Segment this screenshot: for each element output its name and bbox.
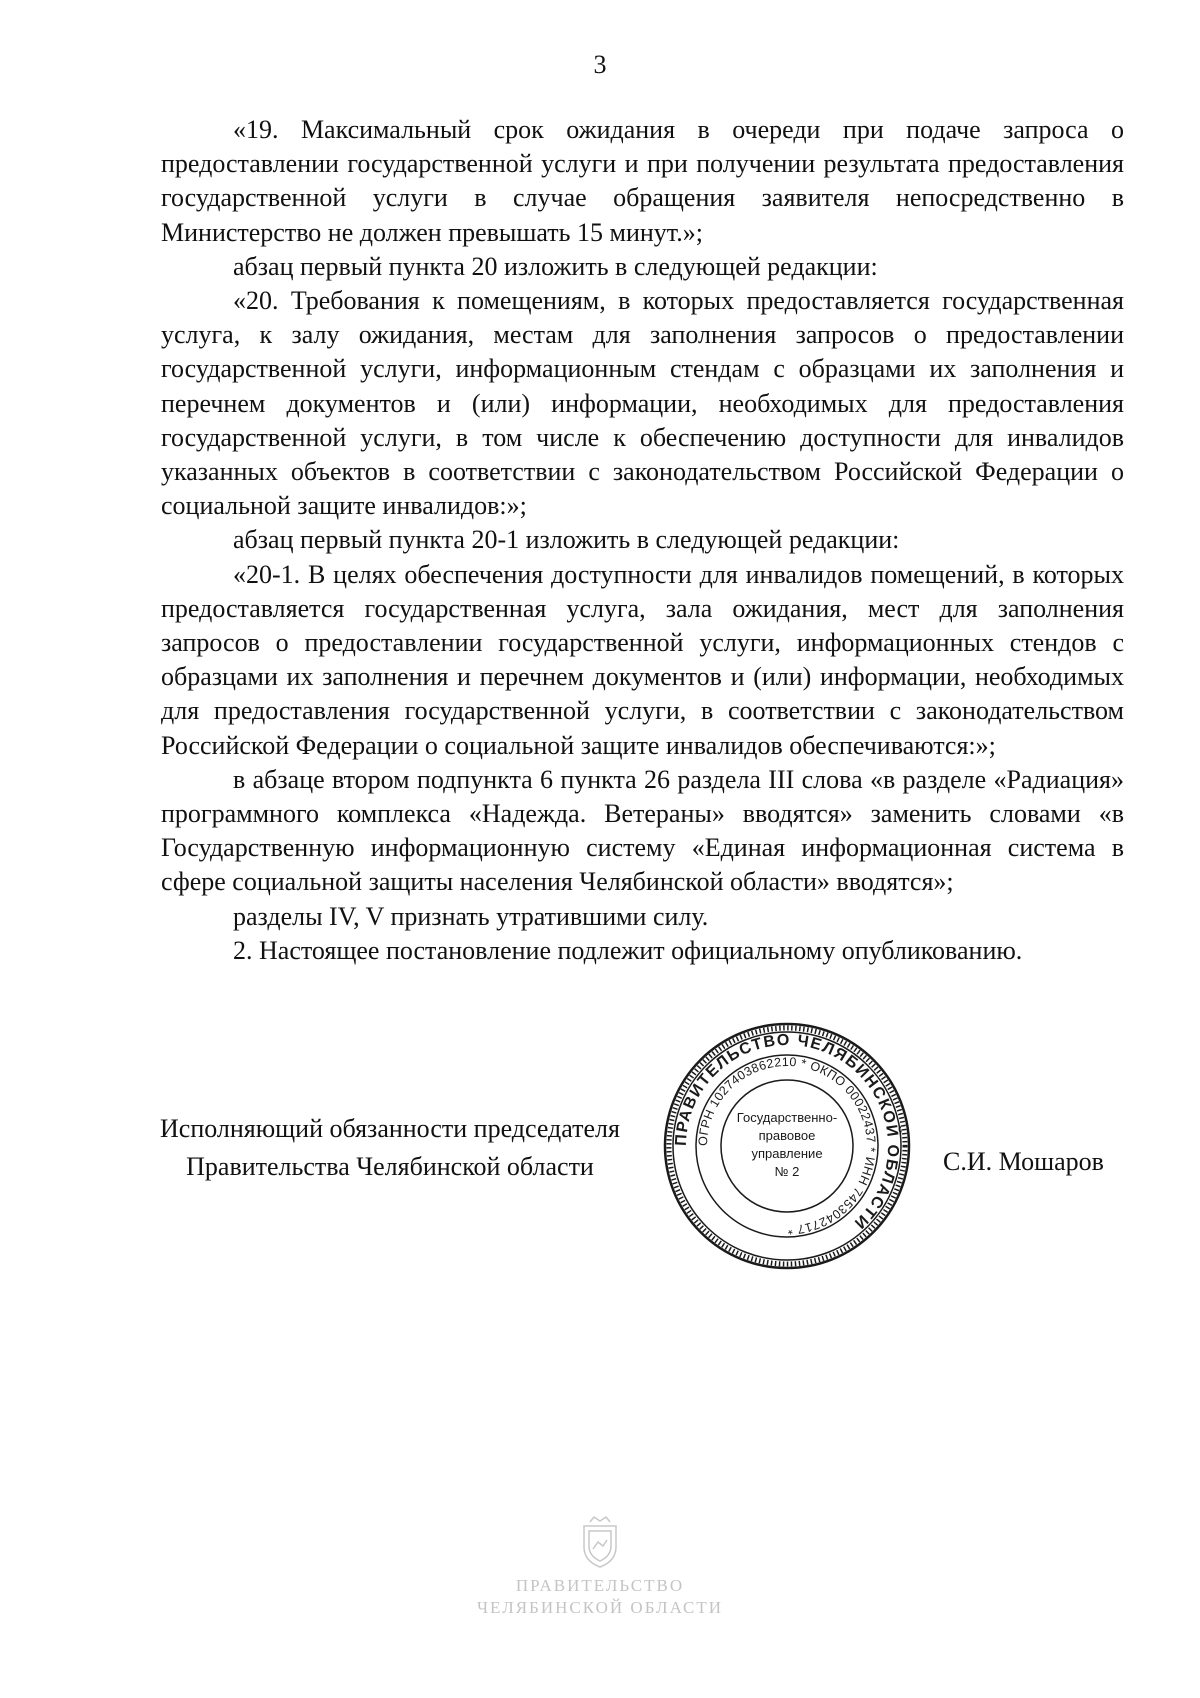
- paragraph-sections-repeal: разделы IV, V признать утратившими силу.: [233, 901, 709, 931]
- stamp-inner-ring-text: ОГРН 1027403862210 * ОКПО 00022437 * ИНН 7453042717 *: [695, 1054, 879, 1238]
- government-watermark: [0, 1515, 1200, 1619]
- document-body: [161, 113, 1124, 968]
- stamp-center-line-3: управление: [751, 1146, 823, 1161]
- signatory-name: С.И. Мошаров: [943, 1147, 1104, 1176]
- stamp-center-line-1: Государственно-: [736, 1110, 838, 1125]
- paragraph-item-20: «20. Требования к помещениям, в которых предоставляется государственная услуга, к залу ожидания, местам для заполнения запросов о предоставлении государственной услуги, информационным стендам с образцами их заполнения и перечнем документов и (или) информации, необходимых для предоставления государственной услуги, в том числе к обеспечению доступности для инвалидов указанных объектов в соответствии с законодательством Российской Федерации о социальной защите инвалидов:»;: [161, 286, 1124, 521]
- paragraph-item-19: «19. Максимальный срок ожидания в очереди при подаче запроса о предоставлении государственной услуги и при получении результата предоставления государственной услуги в случае обращения заявителя непосредственно в Министерство не должен превышать 15 минут.»;: [161, 115, 1124, 247]
- stamp-outer-ring-text: ПРАВИТЕЛЬСТВО ЧЕЛЯБИНСКОЙ ОБЛАСТИ: [672, 1031, 902, 1233]
- paragraph-item-20-1: «20-1. В целях обеспечения доступности для инвалидов помещений, в которых предоставляется государственная услуга, зала ожидания, мест для заполнения запросов о предоставлении государственной услуги, информационных стендов с образцами их заполнения и перечнем документов и (или) информации, необходимых для предоставления государственной услуги, в соответствии с законодательством Российской Федерации о социальной защите инвалидов обеспечиваются:»;: [161, 559, 1124, 760]
- paragraph-amend-item-20: абзац первый пункта 20 изложить в следующей редакции:: [233, 251, 878, 281]
- watermark-line-1: ПРАВИТЕЛЬСТВО: [515, 1576, 685, 1595]
- page-number: 3: [593, 50, 607, 79]
- paragraph-publication: 2. Настоящее постановление подлежит официальному опубликованию.: [233, 935, 1023, 965]
- stamp-center-line-2: правовое: [758, 1128, 816, 1143]
- signatory-position-line-1: Исполняющий обязанности председателя: [160, 1114, 620, 1143]
- official-seal-stamp: [662, 1021, 912, 1271]
- watermark-line-2: ЧЕЛЯБИНСКОЙ ОБЛАСТИ: [476, 1598, 724, 1617]
- stamp-center-line-4: № 2: [774, 1164, 800, 1179]
- coat-of-arms-icon: [578, 1515, 622, 1569]
- paragraph-item-26-amendment: в абзаце втором подпункта 6 пункта 26 раздела III слова «в разделе «Радиация» программного комплекса «Надежда. Ветераны» вводятся» заменить словами «в Государственную информационную систему «Единая информационная система в сфере социальной защиты населения Челябинской области» вводятся»;: [161, 764, 1124, 897]
- paragraph-amend-item-20-1: абзац первый пункта 20-1 изложить в следующей редакции:: [233, 525, 900, 555]
- signatory-position-line-2: Правительства Челябинской области: [186, 1152, 594, 1181]
- signatory-position: [120, 1110, 660, 1186]
